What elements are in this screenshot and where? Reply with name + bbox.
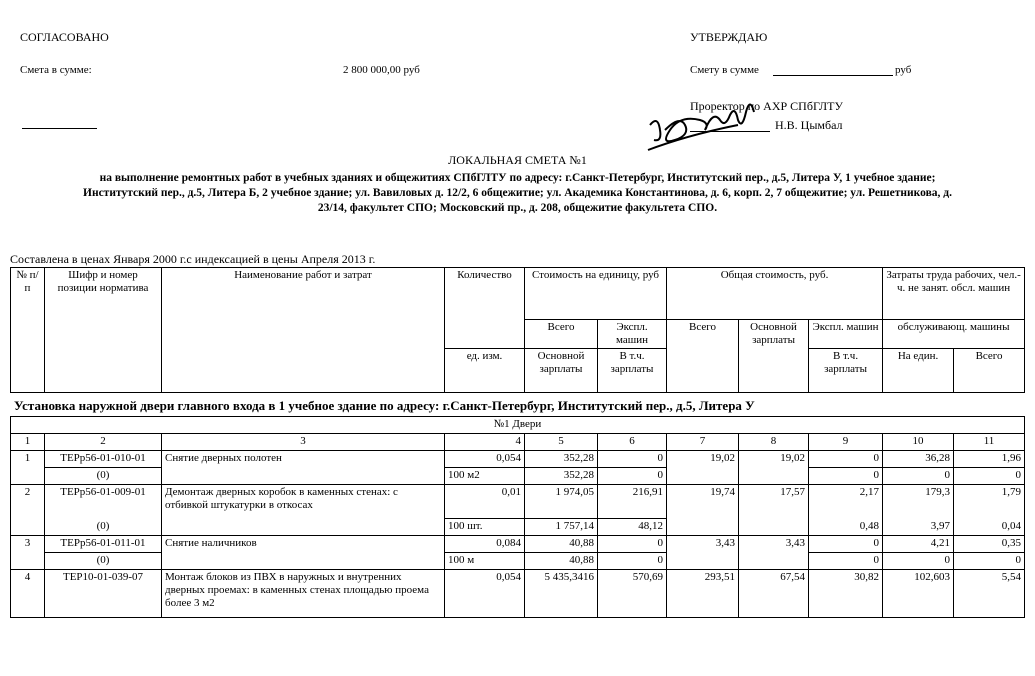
row-c9: 30,82 <box>809 570 883 618</box>
right-sum-label: Смету в сумме <box>690 64 759 76</box>
row-name: Демонтаж дверных коробок в каменных стенах: с отбивкой штукатурки в откосах <box>162 485 445 536</box>
row-unit: 100 шт. <box>445 519 525 536</box>
row-c11: 0 <box>954 553 1025 570</box>
row-code: (0) <box>45 553 162 570</box>
row-qty: 0,054 <box>445 570 525 618</box>
row-c7 <box>667 553 739 570</box>
row-num: 1 <box>11 451 45 468</box>
row-code: ТЕРр56-01-010-01 <box>45 451 162 468</box>
row-unit: 100 м2 <box>445 468 525 485</box>
col-number: 5 <box>525 434 598 451</box>
row-c6: 216,91 <box>598 485 667 519</box>
row-num-empty <box>11 519 45 536</box>
row-c5: 40,88 <box>525 536 598 553</box>
approver-position: Проректор по АХР СПбГЛТУ <box>690 99 843 113</box>
row-c10: 36,28 <box>883 451 954 468</box>
hdr-name: Наименование работ и затрат <box>162 268 445 393</box>
row-c6: 0 <box>598 468 667 485</box>
row-c10: 179,3 <box>883 485 954 519</box>
hdr-basic-wage: Основной зарплаты <box>525 349 598 393</box>
right-sum-unit: руб <box>895 64 912 76</box>
row-code: (0) <box>45 519 162 536</box>
row-num-empty <box>11 553 45 570</box>
col-number: 6 <box>598 434 667 451</box>
hdr-labor: Затраты труда рабочих, чел.-ч. не занят. обсл. машин <box>883 268 1025 320</box>
row-name: Снятие наличников <box>162 536 445 570</box>
row-c9: 0 <box>809 468 883 485</box>
row-c7: 293,51 <box>667 570 739 618</box>
row-code: ТЕРр56-01-011-01 <box>45 536 162 553</box>
col-number: 9 <box>809 434 883 451</box>
hdr-serv: обслуживающ. машины <box>883 320 1025 349</box>
row-name: Снятие дверных полотен <box>162 451 445 485</box>
row-c6: 0 <box>598 451 667 468</box>
row-c5: 1 757,14 <box>525 519 598 536</box>
hdr-incl-wage2: В т.ч. зарплаты <box>809 349 883 393</box>
col-number: 2 <box>45 434 162 451</box>
row-qty: 0,054 <box>445 451 525 468</box>
row-c6: 48,12 <box>598 519 667 536</box>
section-title: Установка наружной двери главного входа в 1 учебное здание по адресу: г.Санкт-Петербург, Институтский пер., д.5, Литера У <box>14 398 755 413</box>
row-c11: 0 <box>954 468 1025 485</box>
hdr-total3: Всего <box>954 349 1025 393</box>
prices-note: Составлена в ценах Января 2000 г.с индексацией в цены Апреля 2013 г. <box>10 252 376 266</box>
agreed-label: СОГЛАСОВАНО <box>20 30 109 44</box>
hdr-expl2: Экспл. машин <box>809 320 883 349</box>
row-c7: 19,74 <box>667 485 739 519</box>
row-c10: 4,21 <box>883 536 954 553</box>
col-number: 10 <box>883 434 954 451</box>
row-unit: 100 м <box>445 553 525 570</box>
row-c9: 0 <box>809 451 883 468</box>
row-c7 <box>667 468 739 485</box>
row-c5: 5 435,3416 <box>525 570 598 618</box>
row-c8 <box>739 553 809 570</box>
row-c9: 2,17 <box>809 485 883 519</box>
row-c7: 3,43 <box>667 536 739 553</box>
row-c10: 0 <box>883 468 954 485</box>
hdr-unit-expl: Экспл. машин <box>598 320 667 349</box>
table-row <box>11 451 1025 468</box>
col-number: 8 <box>739 434 809 451</box>
row-c9: 0 <box>809 536 883 553</box>
col-number: 4 <box>445 434 525 451</box>
hdr-incl-wage: В т.ч. зарплаты <box>598 349 667 393</box>
subsection-title: №1 Двери <box>11 417 1025 434</box>
row-c9: 0 <box>809 553 883 570</box>
left-sum-label: Смета в сумме: <box>20 64 92 76</box>
hdr-per-unit: На един. <box>883 349 954 393</box>
row-c10: 102,603 <box>883 570 954 618</box>
hdr-basic-wage2: Основной зарплаты <box>739 320 809 393</box>
row-c5: 40,88 <box>525 553 598 570</box>
left-signature-line <box>22 128 97 129</box>
right-sum-line <box>773 75 893 76</box>
row-num-empty <box>11 468 45 485</box>
row-c7: 19,02 <box>667 451 739 468</box>
row-c6: 0 <box>598 536 667 553</box>
row-c5: 352,28 <box>525 468 598 485</box>
row-c8 <box>739 519 809 536</box>
row-c11: 0,35 <box>954 536 1025 553</box>
row-qty: 0,01 <box>445 485 525 519</box>
row-c8: 17,57 <box>739 485 809 519</box>
hdr-num: № п/п <box>11 268 45 393</box>
row-c8: 3,43 <box>739 536 809 553</box>
estimate-subtitle <box>10 171 1025 216</box>
col-number: 11 <box>954 434 1025 451</box>
row-c7 <box>667 519 739 536</box>
row-c8: 67,54 <box>739 570 809 618</box>
estimate-title: ЛОКАЛЬНАЯ СМЕТА №1 <box>448 153 587 167</box>
col-number: 3 <box>162 434 445 451</box>
header-table <box>10 267 1025 393</box>
row-c5: 352,28 <box>525 451 598 468</box>
body-table <box>10 416 1025 618</box>
row-c8 <box>739 468 809 485</box>
col-number: 1 <box>11 434 45 451</box>
row-c5: 1 974,05 <box>525 485 598 519</box>
approver-name: Н.В. Цымбал <box>775 118 843 132</box>
hdr-unit: ед. изм. <box>445 349 525 393</box>
row-c11: 1,79 <box>954 485 1025 519</box>
row-code: ТЕРр56-01-009-01 <box>45 485 162 519</box>
row-c6: 0 <box>598 553 667 570</box>
row-c10: 3,97 <box>883 519 954 536</box>
row-c11: 1,96 <box>954 451 1025 468</box>
approve-label: УТВЕРЖДАЮ <box>690 30 768 44</box>
table-row <box>11 570 1025 618</box>
row-c10: 0 <box>883 553 954 570</box>
row-name: Монтаж блоков из ПВХ в наружных и внутренних дверных проемах: в каменных стенах площадью проема более 3 м2 <box>162 570 445 618</box>
left-sum-value: 2 800 000,00 руб <box>343 64 420 76</box>
hdr-code: Шифр и номер позиции норматива <box>45 268 162 393</box>
row-c11: 5,54 <box>954 570 1025 618</box>
row-c6: 570,69 <box>598 570 667 618</box>
hdr-unit-total: Всего <box>525 320 598 349</box>
table-row <box>11 485 1025 519</box>
row-num: 3 <box>11 536 45 553</box>
hdr-total2: Всего <box>667 320 739 393</box>
row-code: (0) <box>45 468 162 485</box>
row-qty: 0,084 <box>445 536 525 553</box>
hdr-unit-cost: Стоимость на единицу, руб <box>525 268 667 320</box>
hdr-total-cost: Общая стоимость, руб. <box>667 268 883 320</box>
subtitle-line: 23/14, факультет СПО; Московский пр., д. 208, общежитие факультета СПО. <box>317 202 718 214</box>
column-numbers-row <box>11 434 1025 451</box>
subtitle-line: на выполнение ремонтных работ в учебных зданиях и общежитиях СПбГЛТУ по адресу: г.Санкт-Петербург, Институтский пер., д.5, Литера У, 1 учебное здание; <box>99 172 936 184</box>
hdr-qty: Количество <box>445 268 525 349</box>
row-c8: 19,02 <box>739 451 809 468</box>
row-c11: 0,04 <box>954 519 1025 536</box>
subtitle-line: Институтский пер., д.5, Литера Б, 2 учебное здание; ул. Вавиловых д. 12/2, 6 общежитие; ул. Академика Константинова, д. 6, корп. 2, 7 общежитие; ул. Решетникова, д. <box>83 187 952 199</box>
row-num: 2 <box>11 485 45 519</box>
table-row <box>11 536 1025 553</box>
row-code: ТЕР10-01-039-07 <box>45 570 162 618</box>
col-number: 7 <box>667 434 739 451</box>
row-num: 4 <box>11 570 45 618</box>
row-c9: 0,48 <box>809 519 883 536</box>
